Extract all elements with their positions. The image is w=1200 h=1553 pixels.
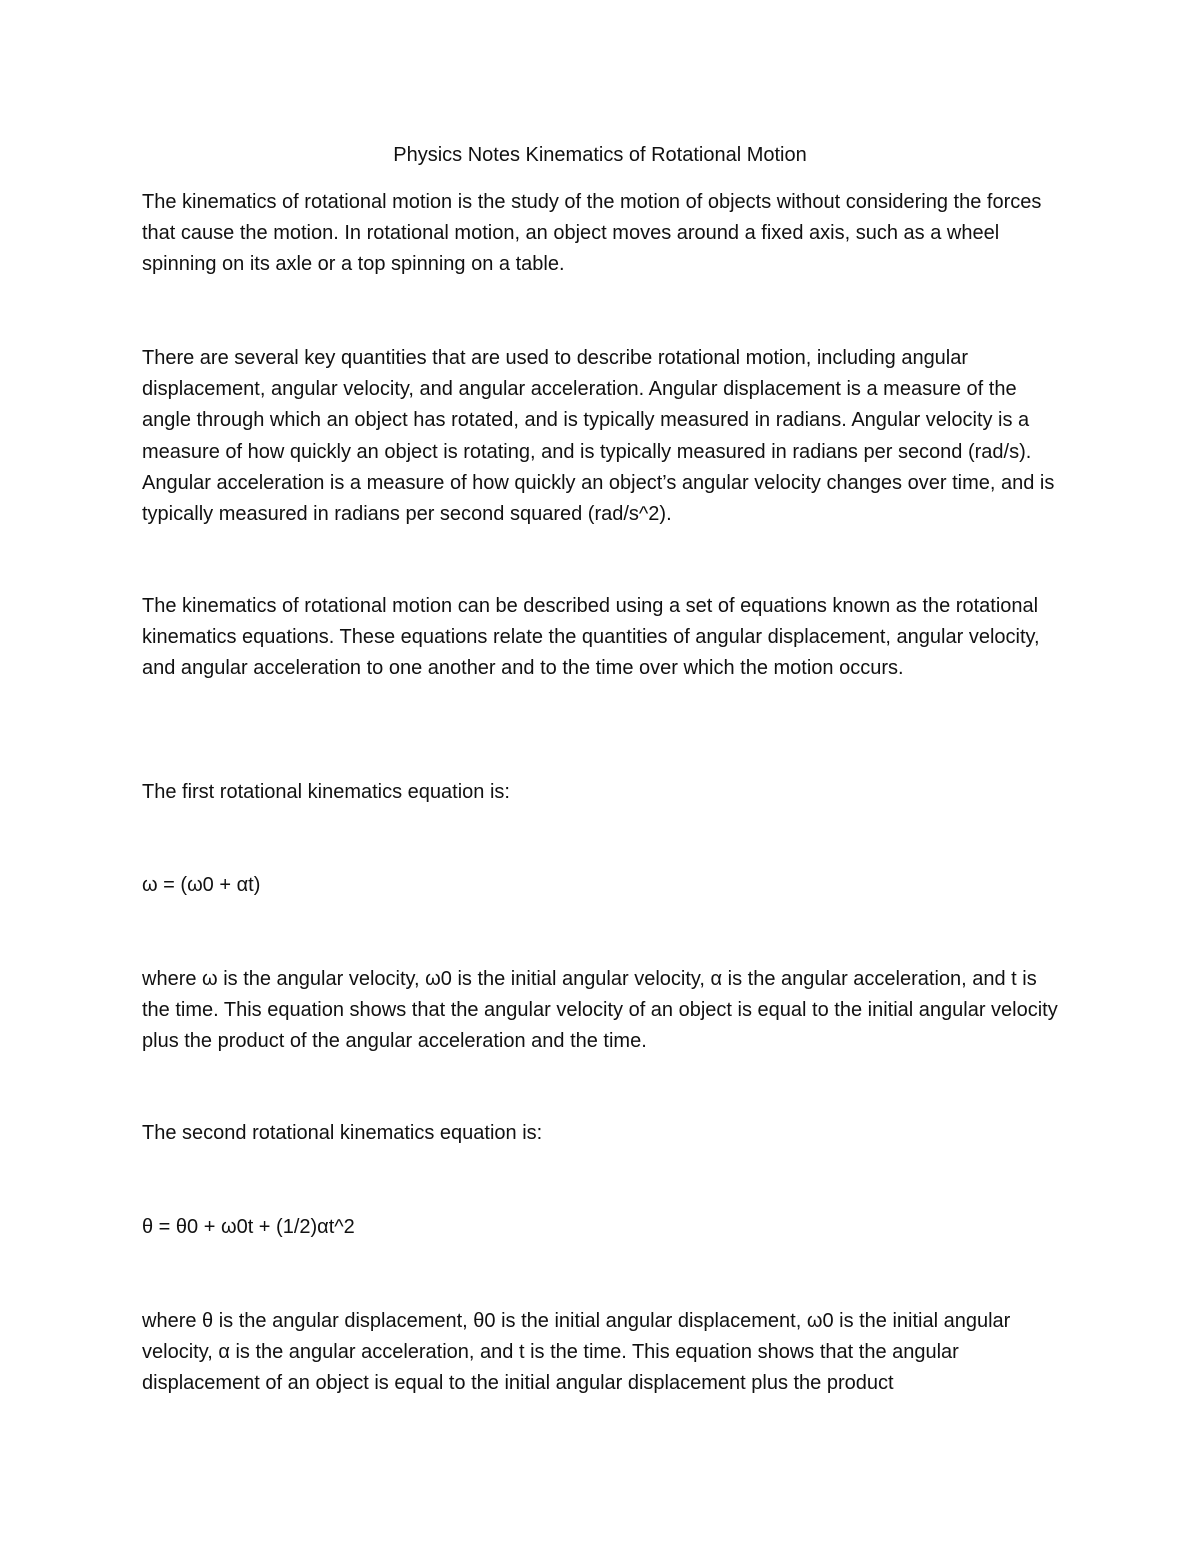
paragraph-equations-overview: The kinematics of rotational motion can be described using a set of equations known as the rotational kinematics equations. These equations relate the quantities of angular displacement, angular velocity, and angular acceleration to one another and to the time over which the motion occurs.	[142, 595, 1040, 680]
paragraph-intro: The kinematics of rotational motion is the study of the motion of objects without considering the forces that cause the motion. In rotational motion, an object moves around a fixed axis, such as a wheel spinning on its axle or a top spinning on a table.	[142, 191, 1042, 276]
paragraph-second-equation-intro: The second rotational kinematics equation is:	[142, 1122, 543, 1144]
equation-first: ω = (ω0 + αt)	[142, 874, 261, 896]
equation-second: θ = θ0 + ω0t + (1/2)αt^2	[142, 1216, 355, 1238]
paragraph-first-equation-explanation: where ω is the angular velocity, ω0 is the initial angular velocity, α is the angular acceleration, and t is the time. This equation shows that the angular velocity of an object is equal to the initial angular velocity plus the product of the angular acceleration and the time.	[142, 968, 1058, 1053]
paragraph-first-equation-intro: The first rotational kinematics equation is:	[142, 781, 510, 803]
document-title: Physics Notes Kinematics of Rotational Motion	[393, 144, 807, 166]
paragraph-key-quantities: There are several key quantities that are used to describe rotational motion, including angular displacement, angular velocity, and angular acceleration. Angular displacement is a measure of the angle through which an object has rotated, and is typically measured in radians. Angular velocity is a measure of how quickly an object is rotating, and is typically measured in radians per second (rad/s). Angular acceleration is a measure of how quickly an object’s angular velocity changes over time, and is typically measured in radians per second squared (rad/s^2).	[142, 347, 1055, 526]
paragraph-second-equation-explanation: where θ is the angular displacement, θ0 is the initial angular displacement, ω0 is the initial angular velocity, α is the angular acceleration, and t is the time. This equation shows that the angular displacement of an object is equal to the initial angular displacement plus the product	[142, 1310, 1011, 1395]
